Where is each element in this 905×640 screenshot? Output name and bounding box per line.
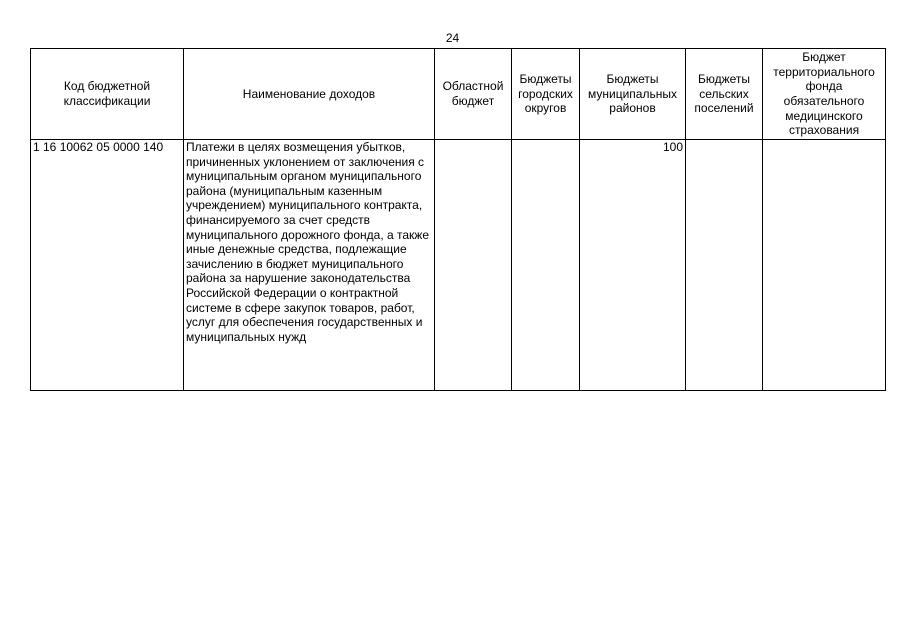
cell-city-districts-budgets: [512, 140, 580, 391]
page-number: 24: [445, 31, 460, 45]
table-row: [31, 140, 886, 391]
table-header-row: [31, 49, 886, 140]
cell-code: 1 16 10062 05 0000 140: [31, 140, 184, 391]
cell-municipal-districts-budgets: 100: [580, 140, 686, 391]
revenue-distribution-table: [30, 48, 886, 391]
header-city-districts-budgets: Бюджеты городских округов: [512, 49, 580, 140]
cell-name: Платежи в целях возмещения убытков, причиненных уклонением от заключения с муниципальным органом муниципального района (муниципальным казенным учреждением) муниципального контракта, финансируемого за счет средств муниципального дорожного фонда, а также иные денежные средства, подлежащие зачислению в бюджет муниципального района за нарушение законодательства Российской Федерации о контрактной системе в сфере закупок товаров, работ, услуг для обеспечения государственных и муниципальных нужд: [184, 140, 435, 391]
header-health-insurance-fund-budget: Бюджет территориального фонда обязательного медицинского страхования: [763, 49, 886, 140]
cell-regional-budget: [435, 140, 512, 391]
header-municipal-districts-budgets: Бюджеты муниципальных районов: [580, 49, 686, 140]
header-name: Наименование доходов: [184, 49, 435, 140]
header-regional-budget: Областной бюджет: [435, 49, 512, 140]
cell-rural-settlements-budgets: [686, 140, 763, 391]
cell-health-insurance-fund-budget: [763, 140, 886, 391]
header-code: Код бюджетной классификации: [31, 49, 184, 140]
header-rural-settlements-budgets: Бюджеты сельских поселений: [686, 49, 763, 140]
